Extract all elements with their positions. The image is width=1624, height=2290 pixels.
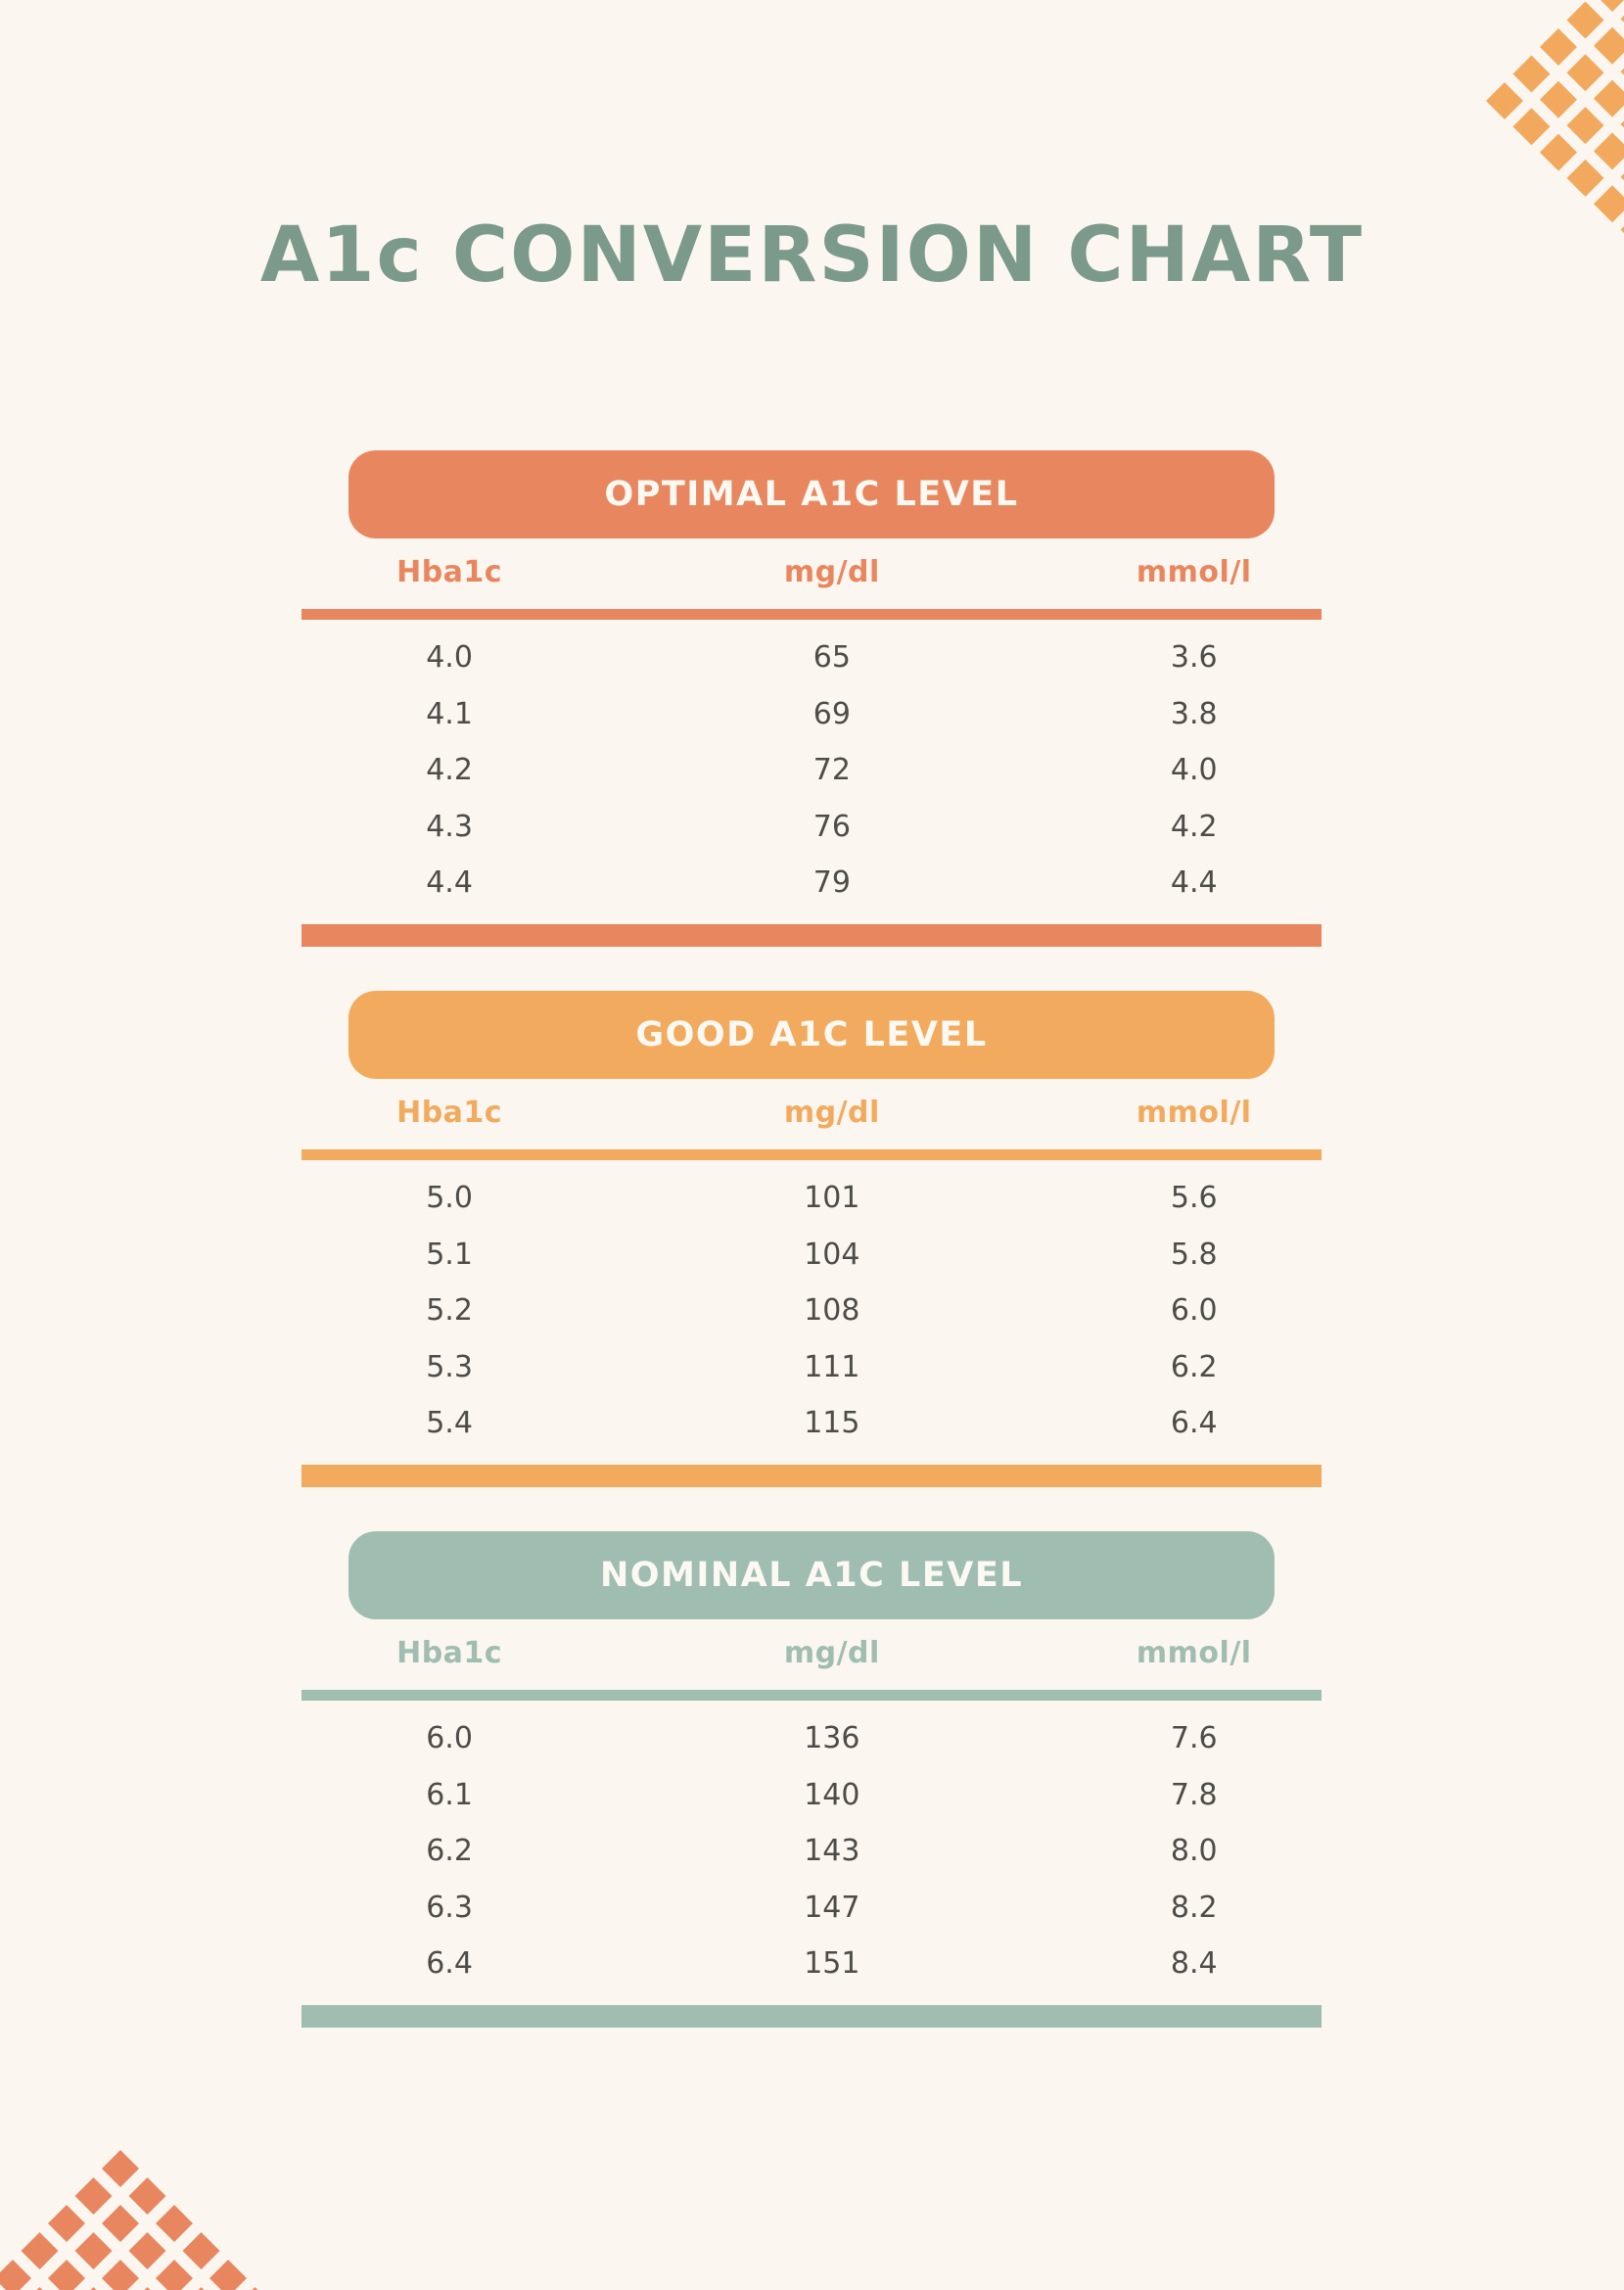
cell-mmoll: 4.0	[1170, 753, 1218, 788]
cell-hba1c: 5.3	[426, 1349, 473, 1384]
cell-mgdl: 69	[812, 696, 851, 731]
table-rows	[302, 1710, 1322, 1992]
cell-hba1c: 4.0	[426, 640, 473, 676]
column-header-mmoll: mmol/l	[1136, 1095, 1252, 1130]
cell-mgdl: 151	[804, 1946, 860, 1982]
cell-hba1c: 5.0	[426, 1181, 473, 1216]
table-title: NOMINAL A1C LEVEL	[599, 1556, 1024, 1595]
cell-hba1c: 4.4	[426, 865, 473, 901]
cell-mmoll: 6.2	[1170, 1349, 1218, 1384]
table-bottom-bar	[302, 1465, 1322, 1487]
cell-mgdl: 72	[812, 753, 851, 788]
table-title: OPTIMAL A1C LEVEL	[604, 475, 1019, 514]
table-rows	[302, 630, 1322, 911]
corner-diamond-pattern-bottom-left	[0, 2045, 284, 2290]
cell-hba1c: 6.3	[426, 1890, 473, 1925]
diamond-pattern-shape	[0, 2150, 274, 2290]
cell-mmoll: 6.0	[1170, 1293, 1218, 1329]
cell-hba1c: 4.1	[426, 696, 473, 731]
cell-hba1c: 5.2	[426, 1293, 473, 1329]
cell-mmoll: 8.4	[1170, 1946, 1218, 1982]
cell-mgdl: 111	[804, 1349, 860, 1384]
table-bottom-bar	[302, 924, 1322, 947]
cell-mgdl: 147	[804, 1890, 860, 1925]
cell-hba1c: 5.4	[426, 1406, 473, 1441]
cell-mmoll: 4.4	[1170, 865, 1218, 901]
cell-mmoll: 7.6	[1170, 1721, 1218, 1756]
column-header-row	[302, 552, 1322, 591]
cell-hba1c: 6.4	[426, 1946, 473, 1982]
cell-hba1c: 5.1	[426, 1237, 473, 1272]
table-optimal-a1c-level	[302, 450, 1322, 947]
column-header-mgdl: mg/dl	[783, 1095, 880, 1130]
cell-mgdl: 101	[804, 1181, 860, 1216]
cell-mmoll: 8.0	[1170, 1834, 1218, 1869]
corner-diamond-pattern-top-right	[1389, 0, 1624, 245]
column-header-mmoll: mmol/l	[1136, 554, 1252, 589]
cell-mmoll: 3.6	[1170, 640, 1218, 676]
cell-mmoll: 5.8	[1170, 1237, 1218, 1272]
cell-hba1c: 6.2	[426, 1834, 473, 1869]
column-header-hba1c: Hba1c	[396, 554, 503, 589]
column-header-mgdl: mg/dl	[783, 554, 880, 589]
diamond-pattern-shape	[1486, 0, 1624, 245]
table-good-a1c-level	[302, 991, 1322, 1487]
cell-hba1c: 4.3	[426, 809, 473, 844]
table-nominal-a1c-level	[302, 1531, 1322, 2028]
column-header-row	[302, 1093, 1322, 1132]
cell-mgdl: 136	[804, 1721, 860, 1756]
cell-mmoll: 6.4	[1170, 1406, 1218, 1441]
cell-mmoll: 5.6	[1170, 1181, 1218, 1216]
column-header-mmoll: mmol/l	[1136, 1635, 1252, 1670]
table-title-banner	[348, 450, 1275, 538]
cell-mgdl: 115	[804, 1406, 860, 1441]
column-header-row	[302, 1633, 1322, 1672]
cell-mmoll: 3.8	[1170, 696, 1218, 731]
header-divider-rule	[302, 1690, 1322, 1701]
cell-mgdl: 79	[812, 865, 851, 901]
column-header-hba1c: Hba1c	[396, 1095, 503, 1130]
page-title: A1c CONVERSION CHART	[259, 211, 1365, 300]
table-rows	[302, 1170, 1322, 1452]
header-divider-rule	[302, 1149, 1322, 1160]
cell-mgdl: 140	[804, 1777, 860, 1812]
cell-mmoll: 8.2	[1170, 1890, 1218, 1925]
table-title-banner	[348, 1531, 1275, 1619]
column-header-mgdl: mg/dl	[783, 1635, 880, 1670]
cell-mgdl: 65	[812, 640, 851, 676]
column-header-hba1c: Hba1c	[396, 1635, 503, 1670]
cell-mgdl: 104	[804, 1237, 860, 1272]
header-divider-rule	[302, 609, 1322, 620]
cell-mmoll: 4.2	[1170, 809, 1218, 844]
cell-mgdl: 108	[804, 1293, 860, 1329]
cell-hba1c: 6.0	[426, 1721, 473, 1756]
cell-mgdl: 143	[804, 1834, 860, 1869]
cell-mmoll: 7.8	[1170, 1777, 1218, 1812]
table-title: GOOD A1C LEVEL	[635, 1015, 988, 1054]
table-title-banner	[348, 991, 1275, 1079]
cell-mgdl: 76	[812, 809, 851, 844]
cell-hba1c: 6.1	[426, 1777, 473, 1812]
table-bottom-bar	[302, 2005, 1322, 2028]
cell-hba1c: 4.2	[426, 753, 473, 788]
